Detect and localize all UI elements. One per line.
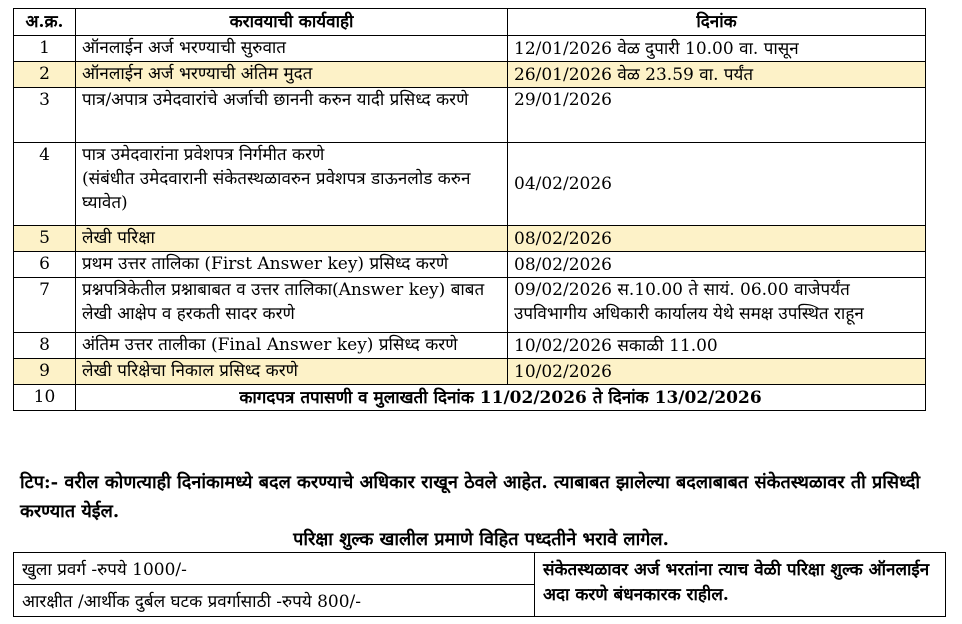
header-date: दिनांक bbox=[508, 9, 926, 36]
table-row bbox=[14, 36, 926, 62]
row-date: 29/01/2026 bbox=[508, 88, 926, 143]
table-row bbox=[14, 385, 926, 411]
table-row bbox=[14, 88, 926, 143]
row-activity-note: (संबंधीत उमेदवारानी संकेतस्थळावरुन प्रवेशपत्र डाऊनलोड करुन घ्यावेत) bbox=[82, 169, 471, 213]
row-sr: 7 bbox=[14, 278, 76, 333]
row-sr: 2 bbox=[14, 62, 76, 88]
table-row bbox=[14, 359, 926, 385]
table-row bbox=[14, 62, 926, 88]
table-row bbox=[14, 278, 926, 333]
row-activity: ऑनलाईन अर्ज भरण्याची अंतिम मुदत bbox=[76, 62, 508, 88]
row-sr: 5 bbox=[14, 226, 76, 252]
schedule-header-row bbox=[14, 9, 926, 36]
fee-reserved: आरक्षीत /आर्थीक दुर्बल घटक प्रवर्गासाठी -रुपये 800/- bbox=[14, 585, 535, 617]
table-row bbox=[14, 226, 926, 252]
header-sr: अ.क्र. bbox=[14, 9, 76, 36]
row-date: 04/02/2026 bbox=[508, 143, 926, 226]
row-activity: प्रश्नपत्रिकेतील प्रश्नाबाबत व उत्तर तालिका(Answer key) बाबत लेखी आक्षेप व हरकती सादर करणे bbox=[76, 278, 508, 333]
row-date-cell bbox=[508, 278, 926, 333]
row-activity: पात्र उमेदवारांना प्रवेशपत्र निर्गमीत करणे bbox=[82, 145, 325, 165]
fee-row bbox=[14, 553, 946, 585]
row-sr: 10 bbox=[14, 385, 76, 411]
row-sr: 3 bbox=[14, 88, 76, 143]
row-date: 10/02/2026 bbox=[508, 359, 926, 385]
row-date: 12/01/2026 वेळ दुपारी 10.00 वा. पासून bbox=[508, 36, 926, 62]
row-sr: 1 bbox=[14, 36, 76, 62]
row-activity-cell bbox=[76, 143, 508, 226]
row-activity: लेखी परिक्षा bbox=[76, 226, 508, 252]
fee-instruction: संकेतस्थळावर अर्ज भरतांना त्याच वेळी परिक्षा शुल्क ऑनलाईन अदा करणे बंधनकारक राहील. bbox=[535, 553, 946, 617]
row-date: 26/01/2026 वेळ 23.59 वा. पर्यंत bbox=[508, 62, 926, 88]
row-sr: 8 bbox=[14, 333, 76, 359]
schedule-table bbox=[13, 8, 926, 411]
row-date: 10/02/2026 सकाळी 11.00 bbox=[508, 333, 926, 359]
fee-table bbox=[13, 552, 946, 617]
row-activity: ऑनलाईन अर्ज भरण्याची सुरुवात bbox=[76, 36, 508, 62]
header-activity: करावयाची कार्यवाही bbox=[76, 9, 508, 36]
table-row bbox=[14, 143, 926, 226]
row-date: 08/02/2026 bbox=[508, 226, 926, 252]
row-activity: पात्र/अपात्र उमेदवारांचे अर्जाची छाननी करुन यादी प्रसिध्द करणे bbox=[76, 88, 508, 143]
note-text: टिप:- वरील कोणत्याही दिनांकामध्ये बदल करण्याचे अधिकार राखून ठेवले आहेत. त्याबाबत झालेल्या बदलाबाबत संकेतस्थळावर ती प्रसिध्दी करण्यात येईल. bbox=[20, 472, 921, 522]
row-date: 09/02/2026 स.10.00 ते सायं. 06.00 वाजेपर्यंत bbox=[514, 280, 850, 300]
row-sr: 9 bbox=[14, 359, 76, 385]
fee-open: खुला प्रवर्ग -रुपये 1000/- bbox=[14, 553, 535, 585]
table-row bbox=[14, 252, 926, 278]
row-activity: अंतिम उत्तर तालीका (Final Answer key) प्रसिध्द करणे bbox=[76, 333, 508, 359]
row-date-note: उपविभागीय अधिकारी कार्यालय येथे समक्ष उपस्थित राहून bbox=[514, 304, 864, 324]
fee-heading: परिक्षा शुल्क खालील प्रमाणे विहित पध्दतीने भरावे लागेल. bbox=[293, 529, 669, 550]
row-activity: लेखी परिक्षेचा निकाल प्रसिध्द करणे bbox=[76, 359, 508, 385]
row-sr: 6 bbox=[14, 252, 76, 278]
row-activity: प्रथम उत्तर तालिका (First Answer key) प्रसिध्द करणे bbox=[76, 252, 508, 278]
row-sr: 4 bbox=[14, 143, 76, 226]
row-date: 08/02/2026 bbox=[508, 252, 926, 278]
table-row bbox=[14, 333, 926, 359]
row-merged: कागदपत्र तपासणी व मुलाखती दिनांक 11/02/2026 ते दिनांक 13/02/2026 bbox=[76, 385, 926, 411]
